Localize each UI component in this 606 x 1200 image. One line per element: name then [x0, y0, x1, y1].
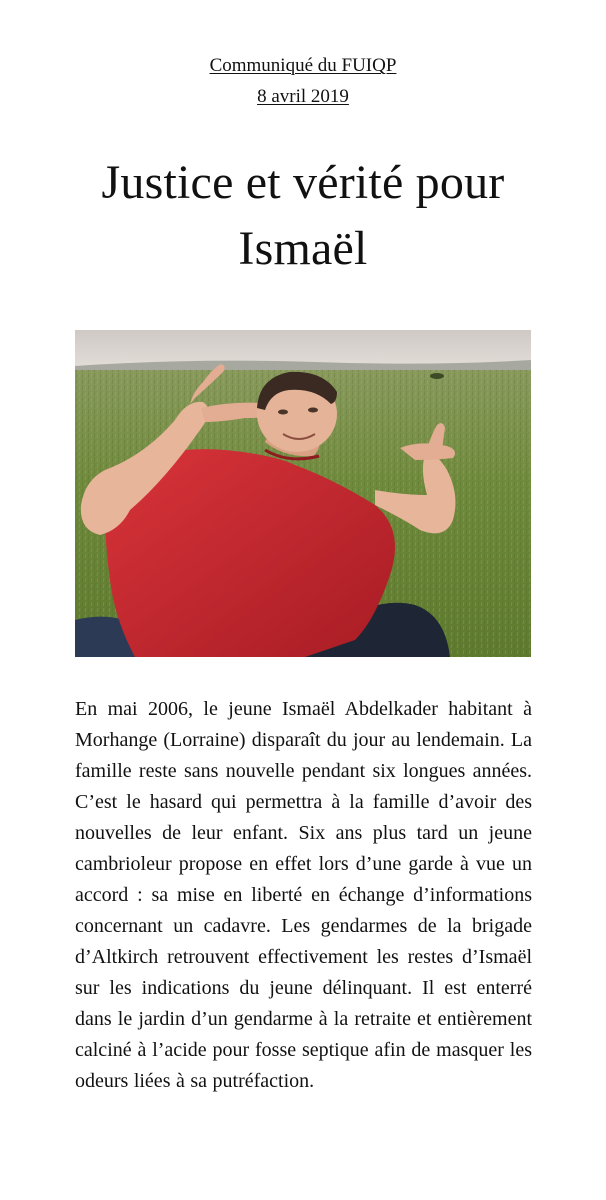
communique-header: [0, 50, 606, 112]
communique-date: 8 avril 2019: [257, 86, 349, 107]
portrait-photo-drawing: [75, 330, 531, 657]
article-paragraph: En mai 2006, le jeune Ismaël Abdelkader habitant à Morhange (Lorraine) disparaît du jour au lendemain. La famille reste sans nouvelle pendant six longues années. C’est le hasard qui permettra à la famille d’avoir des nouvelles de leur enfant. Six ans plus tard un jeune cambrioleur propose en effet lors d’une garde à vue un accord : sa mise en liberté en échange d’informations concernant un cadavre. Les gendarmes de la brigade d’Altkirch retrouvent effectivement les restes d’Ismaël sur les indications du jeune délinquant. Il est enterré dans le jardin d’un gendarme à la retraite et entièrement calciné à l’acide pour fosse septique afin de masquer les odeurs liées à sa putréfaction.: [75, 698, 532, 1092]
page-title: [0, 150, 606, 282]
portrait-photo: [75, 330, 531, 657]
communique-source: Communiqué du FUIQP: [209, 55, 397, 76]
title-line-1: Justice et vérité pour: [101, 156, 505, 209]
title-line-2: Ismaël: [238, 222, 368, 275]
